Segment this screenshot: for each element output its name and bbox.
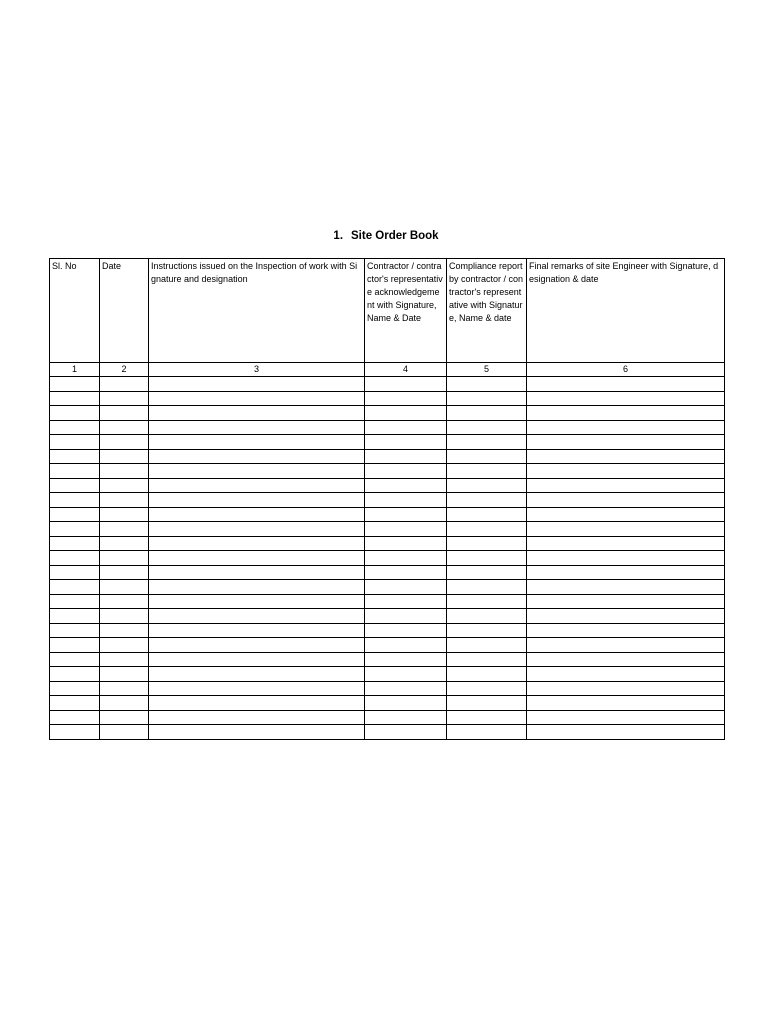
header-compliance-report: Compliance report by contractor / contractor's representative with Signature, Name & date xyxy=(447,259,527,363)
table-cell xyxy=(100,594,149,609)
header-final-remarks: Final remarks of site Engineer with Signature, designation & date xyxy=(527,259,725,363)
table-cell xyxy=(149,565,365,580)
table-cell xyxy=(447,536,527,551)
table-cell xyxy=(100,652,149,667)
table-cell xyxy=(447,696,527,711)
table-row xyxy=(50,565,725,580)
table-cell xyxy=(527,609,725,624)
table-row xyxy=(50,478,725,493)
table-cell xyxy=(527,377,725,392)
table-cell xyxy=(365,464,447,479)
table-row xyxy=(50,464,725,479)
table-cell xyxy=(527,681,725,696)
table-cell xyxy=(527,449,725,464)
table-cell xyxy=(365,435,447,450)
table-cell xyxy=(365,406,447,421)
table-cell xyxy=(100,406,149,421)
table-cell xyxy=(527,493,725,508)
table-row xyxy=(50,522,725,537)
table-cell xyxy=(365,493,447,508)
table-cell xyxy=(149,391,365,406)
table-cell xyxy=(527,710,725,725)
table-cell xyxy=(149,580,365,595)
table-row xyxy=(50,507,725,522)
table-cell xyxy=(365,507,447,522)
table-cell xyxy=(447,580,527,595)
table-cell xyxy=(100,696,149,711)
table-cell xyxy=(100,464,149,479)
table-cell xyxy=(365,551,447,566)
column-number: 3 xyxy=(149,363,365,377)
table-cell xyxy=(100,493,149,508)
table-cell xyxy=(50,623,100,638)
header-contractor-acknowledgement: Contractor / contractor's representative acknowledgement with Signature, Name & Date xyxy=(365,259,447,363)
table-cell xyxy=(447,652,527,667)
table-cell xyxy=(447,565,527,580)
table-cell xyxy=(447,493,527,508)
table-cell xyxy=(100,667,149,682)
table-cell xyxy=(50,725,100,740)
table-cell xyxy=(527,435,725,450)
table-cell xyxy=(100,710,149,725)
table-cell xyxy=(527,638,725,653)
table-cell xyxy=(365,522,447,537)
table-cell xyxy=(50,377,100,392)
table-cell xyxy=(149,493,365,508)
table-cell xyxy=(100,565,149,580)
table-row xyxy=(50,435,725,450)
table-cell xyxy=(527,420,725,435)
table-cell xyxy=(447,594,527,609)
table-cell xyxy=(447,522,527,537)
table-cell xyxy=(50,565,100,580)
table-cell xyxy=(100,551,149,566)
table-cell xyxy=(149,406,365,421)
table-cell xyxy=(527,551,725,566)
table-cell xyxy=(50,594,100,609)
table-cell xyxy=(447,609,527,624)
table-cell xyxy=(100,449,149,464)
table-cell xyxy=(149,667,365,682)
table-cell xyxy=(447,377,527,392)
table-cell xyxy=(447,667,527,682)
table-cell xyxy=(100,420,149,435)
table-cell xyxy=(50,493,100,508)
table-row xyxy=(50,725,725,740)
table-cell xyxy=(149,681,365,696)
header-row xyxy=(50,259,725,363)
table-cell xyxy=(365,580,447,595)
table-cell xyxy=(527,391,725,406)
table-row xyxy=(50,652,725,667)
table-cell xyxy=(149,377,365,392)
table-cell xyxy=(149,696,365,711)
table-cell xyxy=(149,449,365,464)
table-cell xyxy=(365,609,447,624)
table-cell xyxy=(50,507,100,522)
site-order-table xyxy=(49,258,725,740)
table-cell xyxy=(50,464,100,479)
table-cell xyxy=(365,478,447,493)
table-cell xyxy=(365,594,447,609)
table-cell xyxy=(149,594,365,609)
table-cell xyxy=(149,478,365,493)
table-cell xyxy=(365,638,447,653)
table-cell xyxy=(527,652,725,667)
table-cell xyxy=(527,667,725,682)
table-cell xyxy=(100,638,149,653)
table-cell xyxy=(149,638,365,653)
table-row xyxy=(50,580,725,595)
table-row xyxy=(50,536,725,551)
table-cell xyxy=(365,667,447,682)
table-cell xyxy=(50,478,100,493)
table-cell xyxy=(50,391,100,406)
table-row xyxy=(50,377,725,392)
table-cell xyxy=(149,652,365,667)
column-number: 2 xyxy=(100,363,149,377)
table-row xyxy=(50,638,725,653)
table-cell xyxy=(365,391,447,406)
table-cell xyxy=(447,507,527,522)
table-cell xyxy=(149,725,365,740)
table-cell xyxy=(365,623,447,638)
table-cell xyxy=(447,478,527,493)
table-cell xyxy=(149,420,365,435)
table-cell xyxy=(527,536,725,551)
table-row xyxy=(50,493,725,508)
table-cell xyxy=(365,696,447,711)
table-cell xyxy=(100,681,149,696)
table-cell xyxy=(527,623,725,638)
column-number: 6 xyxy=(527,363,725,377)
table-cell xyxy=(527,580,725,595)
table-cell xyxy=(365,710,447,725)
table-cell xyxy=(149,522,365,537)
table-cell xyxy=(100,536,149,551)
table-cell xyxy=(365,681,447,696)
table-cell xyxy=(527,507,725,522)
table-cell xyxy=(50,522,100,537)
table-cell xyxy=(50,681,100,696)
table-row xyxy=(50,609,725,624)
table-cell xyxy=(100,609,149,624)
table-cell xyxy=(447,391,527,406)
column-number: 5 xyxy=(447,363,527,377)
table-cell xyxy=(447,406,527,421)
table-cell xyxy=(365,725,447,740)
table-cell xyxy=(50,652,100,667)
table-cell xyxy=(447,449,527,464)
table-cell xyxy=(365,449,447,464)
table-cell xyxy=(50,536,100,551)
table-cell xyxy=(527,565,725,580)
table-cell xyxy=(100,725,149,740)
table-cell xyxy=(365,565,447,580)
table-cell xyxy=(365,377,447,392)
table-cell xyxy=(527,696,725,711)
table-cell xyxy=(527,406,725,421)
table-cell xyxy=(50,435,100,450)
table-cell xyxy=(100,377,149,392)
table-row xyxy=(50,623,725,638)
table-cell xyxy=(100,391,149,406)
table-cell xyxy=(50,696,100,711)
header-date: Date xyxy=(100,259,149,363)
table-cell xyxy=(100,580,149,595)
table-cell xyxy=(527,464,725,479)
table-row xyxy=(50,696,725,711)
table-cell xyxy=(50,580,100,595)
table-row xyxy=(50,681,725,696)
table-cell xyxy=(527,594,725,609)
table-cell xyxy=(447,464,527,479)
table-row xyxy=(50,449,725,464)
table-cell xyxy=(447,638,527,653)
table-cell xyxy=(527,522,725,537)
table-cell xyxy=(149,464,365,479)
table-cell xyxy=(149,551,365,566)
table-cell xyxy=(50,406,100,421)
table-cell xyxy=(527,725,725,740)
table-row xyxy=(50,667,725,682)
table-cell xyxy=(447,623,527,638)
column-number-row xyxy=(50,363,725,377)
table-cell xyxy=(50,667,100,682)
table-cell xyxy=(50,449,100,464)
table-cell xyxy=(365,536,447,551)
table-cell xyxy=(100,507,149,522)
column-number: 4 xyxy=(365,363,447,377)
column-number: 1 xyxy=(50,363,100,377)
table-cell xyxy=(447,435,527,450)
table-cell xyxy=(100,478,149,493)
table-cell xyxy=(149,623,365,638)
table-cell xyxy=(50,710,100,725)
table-cell xyxy=(149,609,365,624)
table-cell xyxy=(447,551,527,566)
table-cell xyxy=(149,536,365,551)
table-cell xyxy=(527,478,725,493)
table-cell xyxy=(50,551,100,566)
table-row xyxy=(50,420,725,435)
table-cell xyxy=(100,435,149,450)
table-row xyxy=(50,594,725,609)
table-cell xyxy=(365,652,447,667)
table-cell xyxy=(100,623,149,638)
table-cell xyxy=(50,420,100,435)
header-sl-no: Sl. No xyxy=(50,259,100,363)
header-instructions: Instructions issued on the Inspection of work with Signature and designation xyxy=(149,259,365,363)
table-cell xyxy=(447,420,527,435)
table-cell xyxy=(149,435,365,450)
table-cell xyxy=(50,638,100,653)
table-row xyxy=(50,710,725,725)
table-cell xyxy=(100,522,149,537)
table-row xyxy=(50,406,725,421)
page-title xyxy=(0,228,768,244)
table-cell xyxy=(447,681,527,696)
table-row xyxy=(50,551,725,566)
table-cell xyxy=(50,609,100,624)
table-cell xyxy=(365,420,447,435)
table-cell xyxy=(149,507,365,522)
table-cell xyxy=(149,710,365,725)
title-number: 1. xyxy=(333,230,344,242)
title-text: Site Order Book xyxy=(351,230,439,242)
table-cell xyxy=(447,725,527,740)
table-row xyxy=(50,391,725,406)
table-cell xyxy=(447,710,527,725)
